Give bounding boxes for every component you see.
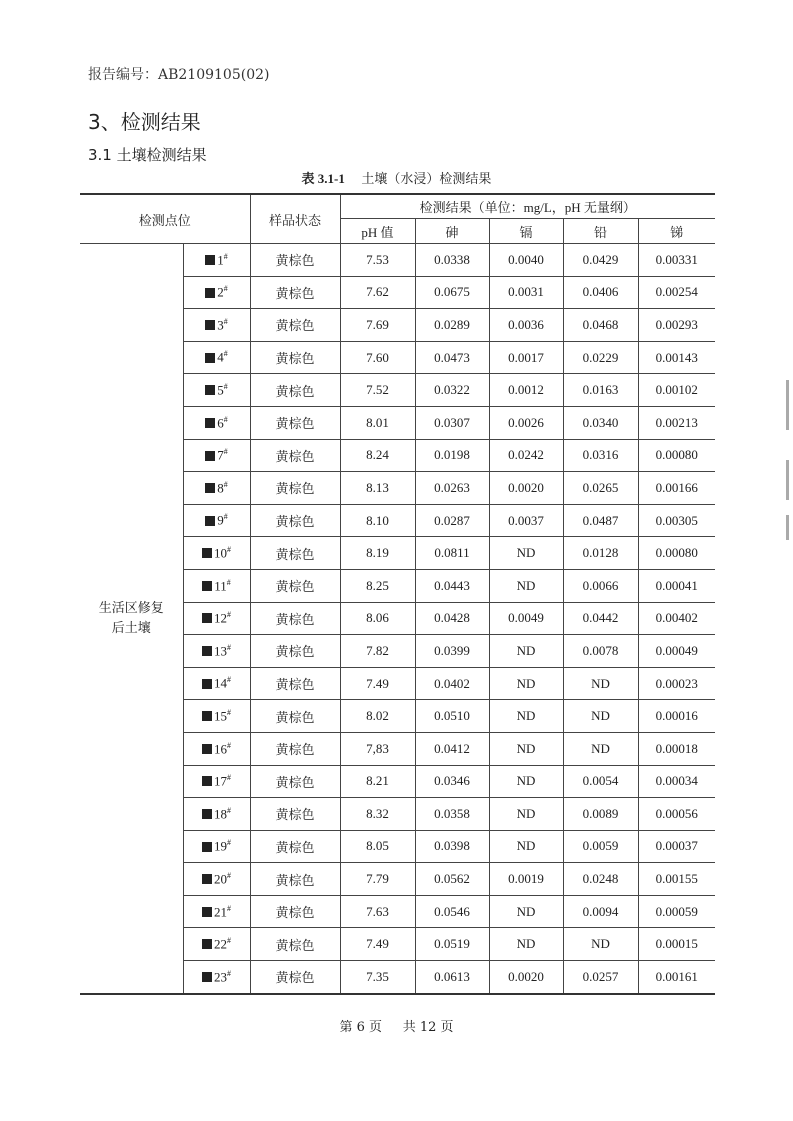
cadmium-value: ND bbox=[489, 700, 563, 733]
sample-point bbox=[183, 602, 250, 635]
sample-point bbox=[183, 406, 250, 439]
sample-point bbox=[183, 504, 250, 537]
lead-value: ND bbox=[563, 667, 638, 700]
arsenic-value: 0.0263 bbox=[415, 472, 489, 505]
sample-state: 黄棕色 bbox=[250, 667, 340, 700]
antimony-value: 0.00402 bbox=[638, 602, 715, 635]
point-number: 1 bbox=[217, 251, 224, 267]
point-number: 4 bbox=[217, 349, 224, 365]
page-total: 共 12 页 bbox=[402, 1020, 454, 1035]
ph-value: 8.19 bbox=[340, 537, 415, 570]
point-suffix: # bbox=[227, 936, 231, 946]
sample-point bbox=[183, 635, 250, 668]
header-point: 检测点位 bbox=[80, 194, 250, 244]
antimony-value: 0.00213 bbox=[638, 406, 715, 439]
square-marker-icon bbox=[202, 776, 212, 786]
ph-value: 7.63 bbox=[340, 895, 415, 928]
point-number: 21 bbox=[214, 903, 227, 919]
lead-value: 0.0054 bbox=[563, 765, 638, 798]
results-table bbox=[80, 193, 715, 995]
cadmium-value: 0.0242 bbox=[489, 439, 563, 472]
square-marker-icon bbox=[205, 288, 215, 298]
point-number: 22 bbox=[214, 936, 227, 952]
sample-point bbox=[183, 341, 250, 374]
lead-value: 0.0163 bbox=[563, 374, 638, 407]
table-caption bbox=[0, 168, 793, 187]
sample-state: 黄棕色 bbox=[250, 244, 340, 277]
ph-value: 7.69 bbox=[340, 309, 415, 342]
header-antimony: 锑 bbox=[638, 219, 715, 244]
square-marker-icon bbox=[205, 418, 215, 428]
square-marker-icon bbox=[202, 744, 212, 754]
sample-state: 黄棕色 bbox=[250, 537, 340, 570]
antimony-value: 0.00056 bbox=[638, 798, 715, 831]
scan-artifact bbox=[786, 380, 789, 430]
arsenic-value: 0.0473 bbox=[415, 341, 489, 374]
point-suffix: # bbox=[223, 414, 228, 424]
sample-state: 黄棕色 bbox=[250, 700, 340, 733]
ph-value: 8.05 bbox=[340, 830, 415, 863]
square-marker-icon bbox=[202, 711, 212, 721]
point-number: 5 bbox=[217, 382, 224, 398]
cadmium-value: 0.0031 bbox=[489, 276, 563, 309]
arsenic-value: 0.0675 bbox=[415, 276, 489, 309]
square-marker-icon bbox=[202, 907, 212, 917]
point-number: 19 bbox=[214, 838, 227, 854]
antimony-value: 0.00254 bbox=[638, 276, 715, 309]
point-suffix: # bbox=[227, 773, 231, 783]
arsenic-value: 0.0289 bbox=[415, 309, 489, 342]
square-marker-icon bbox=[202, 581, 212, 591]
point-number: 12 bbox=[214, 610, 227, 626]
point-number: 9 bbox=[217, 512, 224, 528]
point-suffix: # bbox=[227, 740, 231, 750]
square-marker-icon bbox=[205, 353, 215, 363]
arsenic-value: 0.0428 bbox=[415, 602, 489, 635]
sample-state: 黄棕色 bbox=[250, 635, 340, 668]
report-number: 报告编号：AB2109105(02) bbox=[88, 67, 270, 83]
sample-state: 黄棕色 bbox=[250, 863, 340, 896]
lead-value: 0.0059 bbox=[563, 830, 638, 863]
sample-state: 黄棕色 bbox=[250, 732, 340, 765]
point-suffix: # bbox=[227, 544, 231, 554]
header-state: 样品状态 bbox=[250, 194, 340, 244]
point-suffix: # bbox=[223, 349, 228, 359]
antimony-value: 0.00161 bbox=[638, 961, 715, 994]
ph-value: 7.62 bbox=[340, 276, 415, 309]
sample-state: 黄棕色 bbox=[250, 928, 340, 961]
cadmium-value: 0.0020 bbox=[489, 472, 563, 505]
sample-point bbox=[183, 928, 250, 961]
page-footer bbox=[0, 1016, 793, 1035]
sample-state: 黄棕色 bbox=[250, 961, 340, 994]
point-number: 2 bbox=[217, 284, 224, 300]
point-suffix: # bbox=[223, 251, 228, 261]
antimony-value: 0.00080 bbox=[638, 537, 715, 570]
antimony-value: 0.00041 bbox=[638, 569, 715, 602]
sample-state: 黄棕色 bbox=[250, 472, 340, 505]
lead-value: 0.0229 bbox=[563, 341, 638, 374]
point-suffix: # bbox=[227, 838, 231, 848]
cadmium-value: ND bbox=[489, 765, 563, 798]
arsenic-value: 0.0398 bbox=[415, 830, 489, 863]
arsenic-value: 0.0358 bbox=[415, 798, 489, 831]
square-marker-icon bbox=[205, 451, 215, 461]
square-marker-icon bbox=[205, 385, 215, 395]
sample-state: 黄棕色 bbox=[250, 406, 340, 439]
sample-point bbox=[183, 830, 250, 863]
point-number: 7 bbox=[217, 447, 224, 463]
sample-point bbox=[183, 537, 250, 570]
sample-point bbox=[183, 309, 250, 342]
point-number: 11 bbox=[214, 577, 227, 593]
lead-value: 0.0468 bbox=[563, 309, 638, 342]
antimony-value: 0.00037 bbox=[638, 830, 715, 863]
lead-value: ND bbox=[563, 700, 638, 733]
cadmium-value: ND bbox=[489, 569, 563, 602]
arsenic-value: 0.0510 bbox=[415, 700, 489, 733]
sample-point bbox=[183, 961, 250, 994]
sample-state: 黄棕色 bbox=[250, 374, 340, 407]
ph-value: 8.06 bbox=[340, 602, 415, 635]
lead-value: 0.0442 bbox=[563, 602, 638, 635]
square-marker-icon bbox=[202, 679, 212, 689]
cadmium-value: 0.0020 bbox=[489, 961, 563, 994]
cadmium-value: 0.0012 bbox=[489, 374, 563, 407]
ph-value: 8.24 bbox=[340, 439, 415, 472]
sample-state: 黄棕色 bbox=[250, 341, 340, 374]
arsenic-value: 0.0338 bbox=[415, 244, 489, 277]
sample-point bbox=[183, 569, 250, 602]
sample-state: 黄棕色 bbox=[250, 439, 340, 472]
ph-value: 8.25 bbox=[340, 569, 415, 602]
point-number: 8 bbox=[217, 480, 224, 496]
ph-value: 8.32 bbox=[340, 798, 415, 831]
point-number: 14 bbox=[214, 675, 227, 691]
arsenic-value: 0.0307 bbox=[415, 406, 489, 439]
ph-value: 7.53 bbox=[340, 244, 415, 277]
cadmium-value: ND bbox=[489, 732, 563, 765]
antimony-value: 0.00049 bbox=[638, 635, 715, 668]
square-marker-icon bbox=[202, 613, 212, 623]
antimony-value: 0.00016 bbox=[638, 700, 715, 733]
square-marker-icon bbox=[202, 809, 212, 819]
cadmium-value: 0.0049 bbox=[489, 602, 563, 635]
cadmium-value: ND bbox=[489, 895, 563, 928]
antimony-value: 0.00305 bbox=[638, 504, 715, 537]
point-number: 23 bbox=[214, 969, 227, 985]
lead-value: 0.0340 bbox=[563, 406, 638, 439]
sample-point bbox=[183, 732, 250, 765]
sample-state: 黄棕色 bbox=[250, 276, 340, 309]
lead-value: 0.0429 bbox=[563, 244, 638, 277]
point-suffix: # bbox=[227, 642, 231, 652]
square-marker-icon bbox=[202, 939, 212, 949]
cadmium-value: 0.0017 bbox=[489, 341, 563, 374]
ph-value: 7.79 bbox=[340, 863, 415, 896]
point-suffix: # bbox=[223, 447, 228, 457]
point-suffix: # bbox=[227, 968, 231, 978]
antimony-value: 0.00155 bbox=[638, 863, 715, 896]
ph-value: 8.10 bbox=[340, 504, 415, 537]
section-title: 3、检测结果 bbox=[88, 110, 201, 134]
square-marker-icon bbox=[202, 646, 212, 656]
arsenic-value: 0.0546 bbox=[415, 895, 489, 928]
table-row bbox=[80, 244, 715, 277]
point-suffix: # bbox=[223, 284, 228, 294]
cadmium-value: 0.0019 bbox=[489, 863, 563, 896]
header-arsenic: 砷 bbox=[415, 219, 489, 244]
antimony-value: 0.00018 bbox=[638, 732, 715, 765]
point-suffix: # bbox=[226, 577, 231, 587]
antimony-value: 0.00143 bbox=[638, 341, 715, 374]
sample-state: 黄棕色 bbox=[250, 602, 340, 635]
ph-value: 7.52 bbox=[340, 374, 415, 407]
sample-state: 黄棕色 bbox=[250, 309, 340, 342]
point-suffix: # bbox=[227, 870, 231, 880]
sample-state: 黄棕色 bbox=[250, 798, 340, 831]
lead-value: ND bbox=[563, 732, 638, 765]
cadmium-value: 0.0037 bbox=[489, 504, 563, 537]
ph-value: 7.60 bbox=[340, 341, 415, 374]
ph-value: 7.35 bbox=[340, 961, 415, 994]
arsenic-value: 0.0322 bbox=[415, 374, 489, 407]
square-marker-icon bbox=[205, 483, 215, 493]
antimony-value: 0.00166 bbox=[638, 472, 715, 505]
arsenic-value: 0.0613 bbox=[415, 961, 489, 994]
lead-value: 0.0248 bbox=[563, 863, 638, 896]
antimony-value: 0.00293 bbox=[638, 309, 715, 342]
sample-state: 黄棕色 bbox=[250, 765, 340, 798]
header-lead: 铅 bbox=[563, 219, 638, 244]
sample-point bbox=[183, 700, 250, 733]
subsection-title: 3.1 土壤检测结果 bbox=[88, 146, 207, 164]
point-number: 18 bbox=[214, 806, 227, 822]
antimony-value: 0.00059 bbox=[638, 895, 715, 928]
sample-state: 黄棕色 bbox=[250, 569, 340, 602]
sample-point bbox=[183, 374, 250, 407]
antimony-value: 0.00023 bbox=[638, 667, 715, 700]
square-marker-icon bbox=[202, 548, 212, 558]
sample-point bbox=[183, 439, 250, 472]
cadmium-value: 0.0036 bbox=[489, 309, 563, 342]
square-marker-icon bbox=[202, 972, 212, 982]
sample-state: 黄棕色 bbox=[250, 830, 340, 863]
square-marker-icon bbox=[202, 842, 212, 852]
sample-point bbox=[183, 667, 250, 700]
header-results: 检测结果（单位：mg/L，pH 无量纲） bbox=[340, 194, 715, 219]
point-number: 10 bbox=[214, 545, 227, 561]
antimony-value: 0.00331 bbox=[638, 244, 715, 277]
point-number: 20 bbox=[214, 871, 227, 887]
lead-value: 0.0094 bbox=[563, 895, 638, 928]
cadmium-value: ND bbox=[489, 537, 563, 570]
arsenic-value: 0.0346 bbox=[415, 765, 489, 798]
cadmium-value: ND bbox=[489, 830, 563, 863]
sample-state: 黄棕色 bbox=[250, 895, 340, 928]
point-suffix: # bbox=[227, 675, 231, 685]
antimony-value: 0.00080 bbox=[638, 439, 715, 472]
lead-value: 0.0089 bbox=[563, 798, 638, 831]
point-number: 6 bbox=[217, 414, 224, 430]
scan-artifact bbox=[786, 515, 789, 540]
lead-value: 0.0066 bbox=[563, 569, 638, 602]
lead-value: ND bbox=[563, 928, 638, 961]
arsenic-value: 0.0811 bbox=[415, 537, 489, 570]
point-number: 15 bbox=[214, 708, 227, 724]
arsenic-value: 0.0402 bbox=[415, 667, 489, 700]
ph-value: 7.49 bbox=[340, 667, 415, 700]
arsenic-value: 0.0399 bbox=[415, 635, 489, 668]
point-suffix: # bbox=[223, 479, 228, 489]
header-ph: pH 值 bbox=[340, 219, 415, 244]
ph-value: 8.01 bbox=[340, 406, 415, 439]
lead-value: 0.0406 bbox=[563, 276, 638, 309]
point-number: 17 bbox=[214, 773, 227, 789]
ph-value: 7,83 bbox=[340, 732, 415, 765]
header-cadmium: 镉 bbox=[489, 219, 563, 244]
cadmium-value: ND bbox=[489, 928, 563, 961]
sample-point bbox=[183, 765, 250, 798]
sample-point bbox=[183, 863, 250, 896]
scan-artifact bbox=[786, 460, 789, 500]
lead-value: 0.0265 bbox=[563, 472, 638, 505]
point-number: 3 bbox=[217, 317, 224, 333]
antimony-value: 0.00015 bbox=[638, 928, 715, 961]
point-suffix: # bbox=[227, 903, 231, 913]
arsenic-value: 0.0287 bbox=[415, 504, 489, 537]
antimony-value: 0.00034 bbox=[638, 765, 715, 798]
cadmium-value: ND bbox=[489, 667, 563, 700]
table-caption-text: 土壤（水浸）检测结果 bbox=[361, 172, 492, 187]
ph-value: 8.21 bbox=[340, 765, 415, 798]
point-suffix: # bbox=[223, 316, 228, 326]
ph-value: 7.82 bbox=[340, 635, 415, 668]
arsenic-value: 0.0562 bbox=[415, 863, 489, 896]
lead-value: 0.0128 bbox=[563, 537, 638, 570]
square-marker-icon bbox=[202, 874, 212, 884]
point-number: 13 bbox=[214, 643, 227, 659]
ph-value: 8.13 bbox=[340, 472, 415, 505]
arsenic-value: 0.0519 bbox=[415, 928, 489, 961]
group-label: 生活区修复 后土壤 bbox=[80, 244, 183, 994]
lead-value: 0.0316 bbox=[563, 439, 638, 472]
sample-point bbox=[183, 798, 250, 831]
cadmium-value: ND bbox=[489, 798, 563, 831]
sample-state: 黄棕色 bbox=[250, 504, 340, 537]
table-caption-number: 表 3.1-1 bbox=[301, 171, 345, 186]
point-number: 16 bbox=[214, 740, 227, 756]
sample-point bbox=[183, 276, 250, 309]
point-suffix: # bbox=[227, 805, 231, 815]
lead-value: 0.0257 bbox=[563, 961, 638, 994]
lead-value: 0.0078 bbox=[563, 635, 638, 668]
arsenic-value: 0.0412 bbox=[415, 732, 489, 765]
antimony-value: 0.00102 bbox=[638, 374, 715, 407]
arsenic-value: 0.0198 bbox=[415, 439, 489, 472]
point-suffix: # bbox=[227, 707, 231, 717]
cadmium-value: ND bbox=[489, 635, 563, 668]
square-marker-icon bbox=[205, 320, 215, 330]
point-suffix: # bbox=[223, 382, 228, 391]
lead-value: 0.0487 bbox=[563, 504, 638, 537]
ph-value: 7.49 bbox=[340, 928, 415, 961]
cadmium-value: 0.0040 bbox=[489, 244, 563, 277]
point-suffix: # bbox=[223, 512, 228, 522]
square-marker-icon bbox=[205, 516, 215, 526]
sample-point bbox=[183, 472, 250, 505]
sample-point bbox=[183, 244, 250, 277]
ph-value: 8.02 bbox=[340, 700, 415, 733]
square-marker-icon bbox=[205, 255, 215, 265]
arsenic-value: 0.0443 bbox=[415, 569, 489, 602]
cadmium-value: 0.0026 bbox=[489, 406, 563, 439]
page-number: 第 6 页 bbox=[339, 1020, 383, 1035]
point-suffix: # bbox=[227, 610, 231, 620]
sample-point bbox=[183, 895, 250, 928]
